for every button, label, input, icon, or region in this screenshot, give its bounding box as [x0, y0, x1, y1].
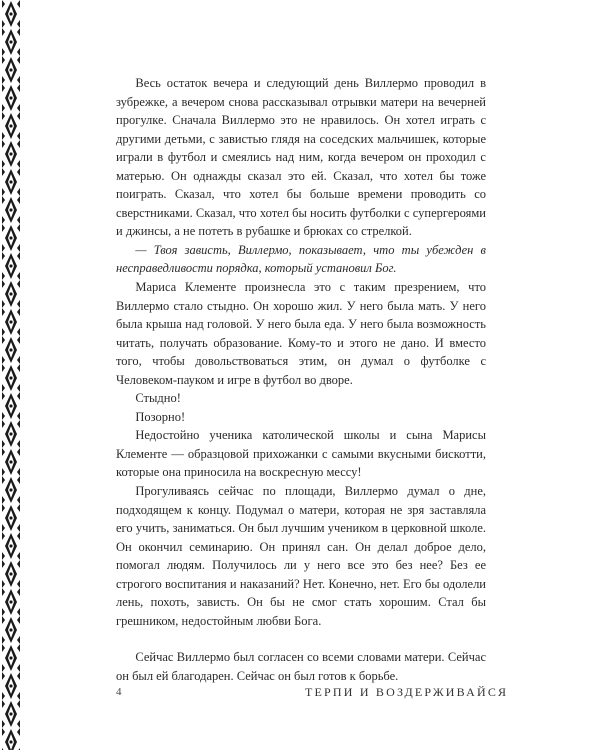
paragraph: Весь остаток вечера и следующий день Виллермо проводил в зубрежке, а вечером снова рассказывал отрывки матери на вечерней прогулке. Сначала Виллермо это не нравилось. Он хотел играть с другими детьми, с завистью глядя на соседских мальчишек, которые играли в футбол и смеялись над ним, когда вечером он проходил с матерью. Он однажды сказал это ей. Сказал, что хотел бы тоже поиграть. Сказал, что хотел бы больше времени проводить со сверстниками. Сказал, что хотел бы носить футболки с супергероями и джинсы, а не потеть в рубашке и брюках со стрелкой. [116, 76, 486, 239]
paragraph: Прогуливаясь сейчас по площади, Виллермо думал о дне, подходящем к концу. Подумал о матери, которая не зря заставляла его учить, заниматься. Он был лучшим учеником в церковной школе. Он окончил семинарию. Он принял сан. Он делал доброе дело, помогал людям. Получилось ли у него все это без нее? Без ее строгого воспитания и наказаний? Нет. Конечно, нет. Его бы одолели лень, похоть, зависть. Он бы не смог стать хорошим. Стал бы грешником, недостойным любви Бога. [116, 484, 486, 628]
decorative-border-ornament [0, 0, 22, 750]
body-text [116, 74, 486, 686]
paragraph: Стыдно! [135, 391, 181, 406]
page-number: 4 [116, 686, 122, 698]
paragraph: Мариса Клементе произнесла это с таким презрением, что Виллермо стало стыдно. Он хорошо жил. У него была мать. У него была крыша над головой. У него была еда. У него была возможность читать, получать образование. Кому-то и этого не дано. И вместо того, чтобы довольствоваться этим, он думал о футболке с Человеком-пауком и игре в футбол во дворе. [116, 280, 486, 387]
quote-paragraph: — Твоя зависть, Виллермо, показывает, что ты убежден в несправедливости порядка, который установил Бог. [116, 242, 486, 276]
paragraph: Позорно! [135, 409, 186, 424]
paragraph: Недостойно ученика католической школы и сына Марисы Клементе — образцовой прихожанки с самыми вкусными бискотти, которые она приносила на воскресную мессу! [116, 428, 486, 480]
running-head: ТЕРПИ И ВОЗДЕРЖИВАЙСЯ [305, 685, 509, 699]
paragraph: Сейчас Виллермо был согласен со всеми словами матери. Сейчас он был ей благодарен. Сейчас он был готов к борьбе. [116, 650, 486, 683]
